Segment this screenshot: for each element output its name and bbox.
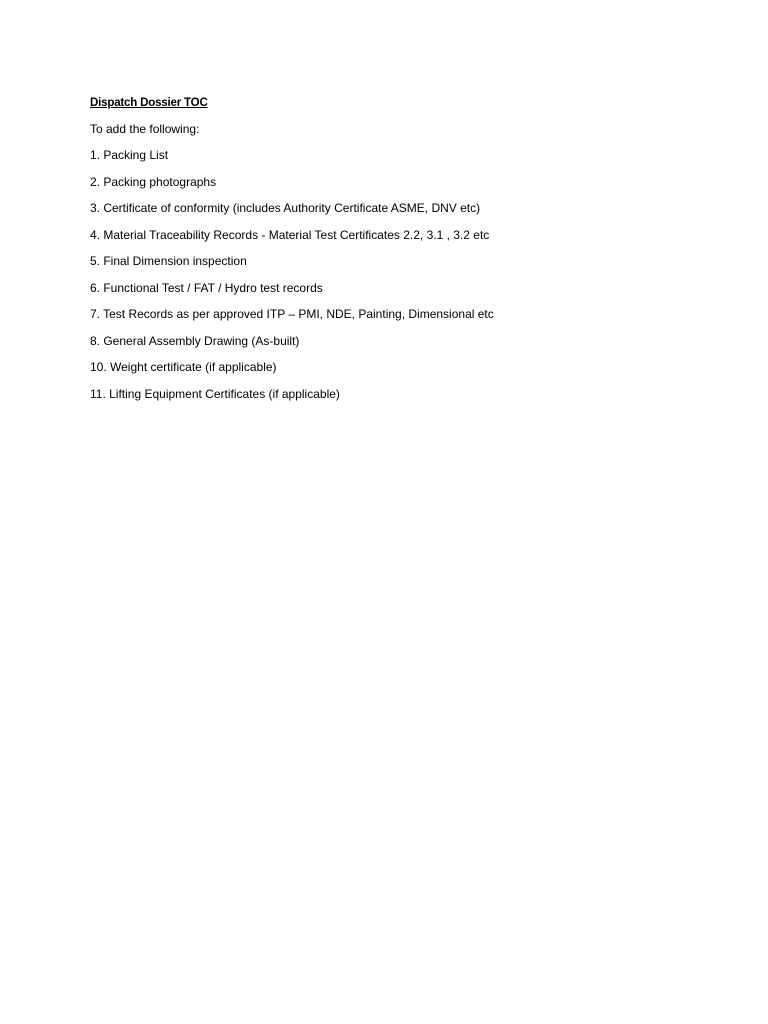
toc-item-test-records: 7. Test Records as per approved ITP – PMI, NDE, Painting, Dimensional etc [90,307,494,321]
document-title: Dispatch Dossier TOC [90,95,208,109]
toc-item-lifting-equipment: 11. Lifting Equipment Certificates (if applicable) [90,386,340,401]
toc-item-functional-test: 6. Functional Test / FAT / Hydro test records [90,280,323,295]
intro-text: To add the following: [90,121,200,136]
toc-item-certificate-of-conformity: 3. Certificate of conformity (includes Authority Certificate ASME, DNV etc) [90,201,481,215]
toc-item-final-dimension: 5. Final Dimension inspection [90,254,247,268]
toc-item-general-assembly: 8. General Assembly Drawing (As-built) [90,333,300,348]
toc-item-packing-list: 1. Packing List [90,148,169,162]
toc-list [90,146,710,403]
toc-item-weight-certificate: 10. Weight certificate (if applicable) [90,360,277,374]
toc-item-packing-photographs: 2. Packing photographs [90,174,217,189]
document-body [90,93,710,411]
toc-item-material-traceability: 4. Material Traceability Records - Material Test Certificates 2.2, 3.1 , 3.2 etc [90,227,490,242]
